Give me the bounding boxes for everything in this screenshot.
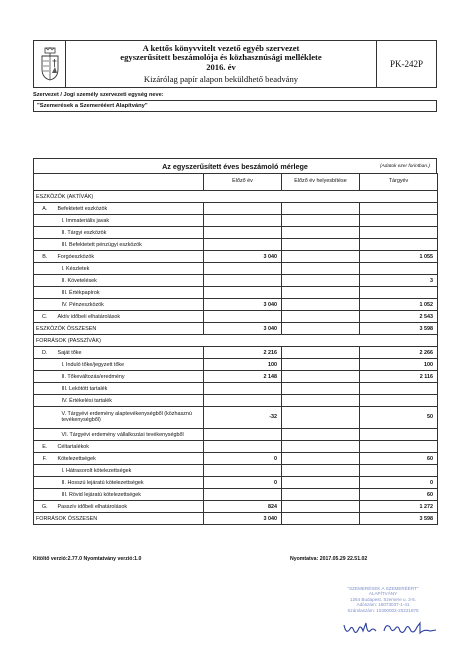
value-cell-prev[interactable] [204, 311, 282, 323]
value-cell-adj[interactable] [282, 453, 360, 465]
column-header-adj: Előző év helyesbítése [282, 174, 360, 191]
value-cell-curr[interactable]: 3 598 [360, 323, 438, 335]
table-row [34, 513, 438, 525]
form-code: PK-242P [376, 41, 436, 87]
table-row [34, 371, 438, 383]
table-row [34, 239, 438, 251]
row-code [34, 371, 56, 383]
value-cell-prev[interactable] [204, 441, 282, 453]
table-row [34, 453, 438, 465]
row-label: II. Tőkeváltozás/eredmény [56, 371, 204, 383]
table-row [34, 311, 438, 323]
row-code: F. [34, 453, 56, 465]
balance-sheet-table [33, 173, 438, 525]
row-label: III. Lekötött tartalék [56, 383, 204, 395]
value-cell-adj[interactable] [282, 489, 360, 501]
value-cell-prev[interactable] [204, 239, 282, 251]
value-cell-prev[interactable] [204, 203, 282, 215]
balance-sheet-title: Az egyszerűsített éves beszámoló mérlege [162, 162, 308, 171]
value-cell-adj[interactable] [282, 203, 360, 215]
value-cell-curr[interactable]: 2 266 [360, 347, 438, 359]
form-title-line-1: A kettős könyvvitelt vezető egyéb szervezet [142, 43, 300, 53]
value-cell-curr[interactable]: 50 [360, 407, 438, 429]
value-cell-adj[interactable] [282, 501, 360, 513]
row-label: III. Befektetett pénzügyi eszközök [56, 239, 204, 251]
row-code [34, 239, 56, 251]
balance-sheet [33, 158, 437, 525]
row-label: I. Immateriális javak [56, 215, 204, 227]
unit-note: (Adatok ezer forintban.) [379, 164, 430, 169]
crest-cell [34, 41, 66, 87]
value-cell-prev[interactable]: 3 040 [204, 513, 282, 525]
value-cell-curr[interactable]: 60 [360, 489, 438, 501]
row-code: C. [34, 311, 56, 323]
row-code [34, 383, 56, 395]
form-header [33, 40, 437, 88]
value-cell-adj[interactable] [282, 429, 360, 441]
value-cell-prev[interactable] [204, 429, 282, 441]
table-row [34, 215, 438, 227]
row-code [34, 299, 56, 311]
value-cell-curr[interactable]: 100 [360, 359, 438, 371]
value-cell-prev[interactable]: 0 [204, 453, 282, 465]
value-cell-adj[interactable] [282, 513, 360, 525]
value-cell-adj[interactable] [282, 465, 360, 477]
value-cell-curr[interactable]: 2 116 [360, 371, 438, 383]
row-label: VI. Tárgyévi erdemény vállalkozási tevékenységből [56, 429, 204, 441]
row-label: I. Induló tőke/jegyzett tőke [56, 359, 204, 371]
header-code-cell [34, 174, 56, 191]
row-code [34, 465, 56, 477]
table-row [34, 275, 438, 287]
table-row [34, 429, 438, 441]
row-label: Saját tőke [56, 347, 204, 359]
table-row [34, 335, 438, 347]
form-title-year: 2016. év [206, 61, 236, 72]
hungarian-coat-of-arms-icon [39, 47, 61, 81]
stamp-line: ALAPÍTVÁNY [368, 591, 398, 597]
row-code [34, 489, 56, 501]
value-cell-curr[interactable] [360, 263, 438, 275]
value-cell-prev[interactable] [204, 465, 282, 477]
value-cell-adj[interactable] [282, 311, 360, 323]
value-cell-adj[interactable] [282, 299, 360, 311]
balance-sheet-title-bar [33, 158, 437, 173]
value-cell-curr[interactable]: 0 [360, 477, 438, 489]
row-label: I. Készletek [56, 263, 204, 275]
row-code: D. [34, 347, 56, 359]
row-label: II. Követelések [56, 275, 204, 287]
value-cell-curr[interactable]: 1 052 [360, 299, 438, 311]
value-cell-prev[interactable] [204, 263, 282, 275]
value-cell-curr[interactable] [360, 287, 438, 299]
row-label: IV. Pénzeszközök [56, 299, 204, 311]
form-subtitle: Kizárólag papír alapon beküldhető beadvány [143, 74, 299, 85]
stamp-line: Számlaszám: 10300002-20221875 [347, 607, 419, 613]
row-code: E. [34, 441, 56, 453]
value-cell-curr[interactable] [360, 215, 438, 227]
row-code [34, 429, 56, 441]
section-heading: ESZKÖZÖK (AKTÍVÁK) [34, 191, 438, 203]
value-cell-prev[interactable]: 824 [204, 501, 282, 513]
table-row [34, 251, 438, 263]
table-row [34, 489, 438, 501]
column-header-curr: Tárgyév [360, 174, 438, 191]
table-row [34, 359, 438, 371]
value-cell-curr[interactable]: 1 055 [360, 251, 438, 263]
value-cell-adj[interactable] [282, 395, 360, 407]
value-cell-prev[interactable]: 100 [204, 359, 282, 371]
table-row [34, 441, 438, 453]
row-label: II. Hosszú lejáratú kötelezettségek [56, 477, 204, 489]
row-code [34, 477, 56, 489]
table-row [34, 395, 438, 407]
stamp-line: 1264 Budapest, Szemere u. 3-5. [349, 596, 417, 602]
stamp-line: Adószám: 18073037-1-41 [356, 602, 410, 608]
value-cell-prev[interactable] [204, 275, 282, 287]
value-cell-adj[interactable] [282, 347, 360, 359]
row-label: IV. Értékelési tartalék [56, 395, 204, 407]
row-code: B. [34, 251, 56, 263]
value-cell-adj[interactable] [282, 441, 360, 453]
total-label: FORRÁSOK ÖSSZESEN [34, 513, 204, 525]
table-row [34, 501, 438, 513]
value-cell-prev[interactable]: 3 040 [204, 299, 282, 311]
table-row [34, 465, 438, 477]
value-cell-prev[interactable]: 2 148 [204, 371, 282, 383]
table-row [34, 347, 438, 359]
organization-stamp [318, 586, 448, 613]
table-row [34, 323, 438, 335]
value-cell-curr[interactable] [360, 441, 438, 453]
table-row [34, 287, 438, 299]
table-row [34, 203, 438, 215]
row-code [34, 407, 56, 429]
row-label: Aktív időbeli elhatárolások [56, 311, 204, 323]
row-code [34, 287, 56, 299]
row-code [34, 215, 56, 227]
value-cell-prev[interactable] [204, 227, 282, 239]
row-code [34, 227, 56, 239]
value-cell-prev[interactable] [204, 489, 282, 501]
form-title-block [66, 41, 376, 87]
value-cell-prev[interactable] [204, 383, 282, 395]
value-cell-prev[interactable] [204, 287, 282, 299]
value-cell-curr[interactable] [360, 429, 438, 441]
value-cell-adj[interactable] [282, 359, 360, 371]
value-cell-curr[interactable] [360, 395, 438, 407]
table-row [34, 383, 438, 395]
table-row [34, 477, 438, 489]
value-cell-prev[interactable]: 3 040 [204, 251, 282, 263]
row-code [34, 359, 56, 371]
row-code [34, 263, 56, 275]
version-info: Kitöltő verzió:2.77.0 Nyomtatvány verzió:1.0 [33, 556, 142, 562]
value-cell-adj[interactable] [282, 227, 360, 239]
value-cell-adj[interactable] [282, 477, 360, 489]
value-cell-adj[interactable] [282, 215, 360, 227]
row-label: II. Tárgyi eszközök [56, 227, 204, 239]
row-label: Céltartalékok [56, 441, 204, 453]
row-label: Forgóeszközök [56, 251, 204, 263]
value-cell-prev[interactable]: 3 040 [204, 323, 282, 335]
row-code: G. [34, 501, 56, 513]
value-cell-curr[interactable] [360, 227, 438, 239]
value-cell-adj[interactable] [282, 287, 360, 299]
row-label: V. Tárgyévi erdemény alaptevékenységből (közhasznú tevékenységből) [56, 407, 204, 429]
value-cell-curr[interactable]: 60 [360, 453, 438, 465]
table-row [34, 227, 438, 239]
value-cell-adj[interactable] [282, 383, 360, 395]
stamp-line: "SZEMERÉSEK A SZEMERÉÉRT" [347, 586, 419, 591]
table-row [34, 263, 438, 275]
table-row [34, 407, 438, 429]
value-cell-curr[interactable] [360, 203, 438, 215]
header-label-cell [56, 174, 204, 191]
value-cell-curr[interactable] [360, 239, 438, 251]
value-cell-prev[interactable]: -32 [204, 407, 282, 429]
table-row [34, 299, 438, 311]
value-cell-curr[interactable] [360, 465, 438, 477]
value-cell-adj[interactable] [282, 371, 360, 383]
column-header-prev: Előző év [204, 174, 282, 191]
row-label: III. Értékpapírok [56, 287, 204, 299]
total-label: ESZKÖZÖK ÖSSZESEN [34, 323, 204, 335]
print-timestamp: Nyomtatva: 2017.05.29 22.51.02 [290, 556, 368, 562]
value-cell-adj[interactable] [282, 275, 360, 287]
value-cell-adj[interactable] [282, 251, 360, 263]
value-cell-prev[interactable]: 0 [204, 477, 282, 489]
entity-name-field[interactable]: "Szemerések a Szemerééert Alapítvány" [33, 100, 437, 112]
value-cell-prev[interactable] [204, 395, 282, 407]
value-cell-curr[interactable]: 2 543 [360, 311, 438, 323]
column-header-row [34, 174, 438, 191]
row-code: A. [34, 203, 56, 215]
value-cell-curr[interactable]: 3 [360, 275, 438, 287]
value-cell-adj[interactable] [282, 407, 360, 429]
value-cell-curr[interactable]: 1 272 [360, 501, 438, 513]
row-code [34, 275, 56, 287]
value-cell-curr[interactable]: 3 598 [360, 513, 438, 525]
value-cell-curr[interactable] [360, 383, 438, 395]
row-label: Kötelezettségek [56, 453, 204, 465]
row-label: I. Hátrasorolt kötelezettségek [56, 465, 204, 477]
handwritten-signature [340, 619, 440, 639]
form-title-line-2: egyszerűsített beszámolója és közhasznúsági melléklete [120, 52, 322, 63]
section-heading: FORRÁSOK (PASSZÍVÁK) [34, 335, 438, 347]
value-cell-adj[interactable] [282, 239, 360, 251]
row-label: Passzív időbeli elhatárolások [56, 501, 204, 513]
entity-label: Szervezet / Jogi személy szervezeti egység neve: [33, 92, 164, 98]
value-cell-prev[interactable]: 2 216 [204, 347, 282, 359]
value-cell-adj[interactable] [282, 263, 360, 275]
row-label: Befektetett eszközök [56, 203, 204, 215]
value-cell-prev[interactable] [204, 215, 282, 227]
row-code [34, 395, 56, 407]
table-row [34, 191, 438, 203]
value-cell-adj[interactable] [282, 323, 360, 335]
row-label: III. Rövid lejáratú kötelezettségek [56, 489, 204, 501]
